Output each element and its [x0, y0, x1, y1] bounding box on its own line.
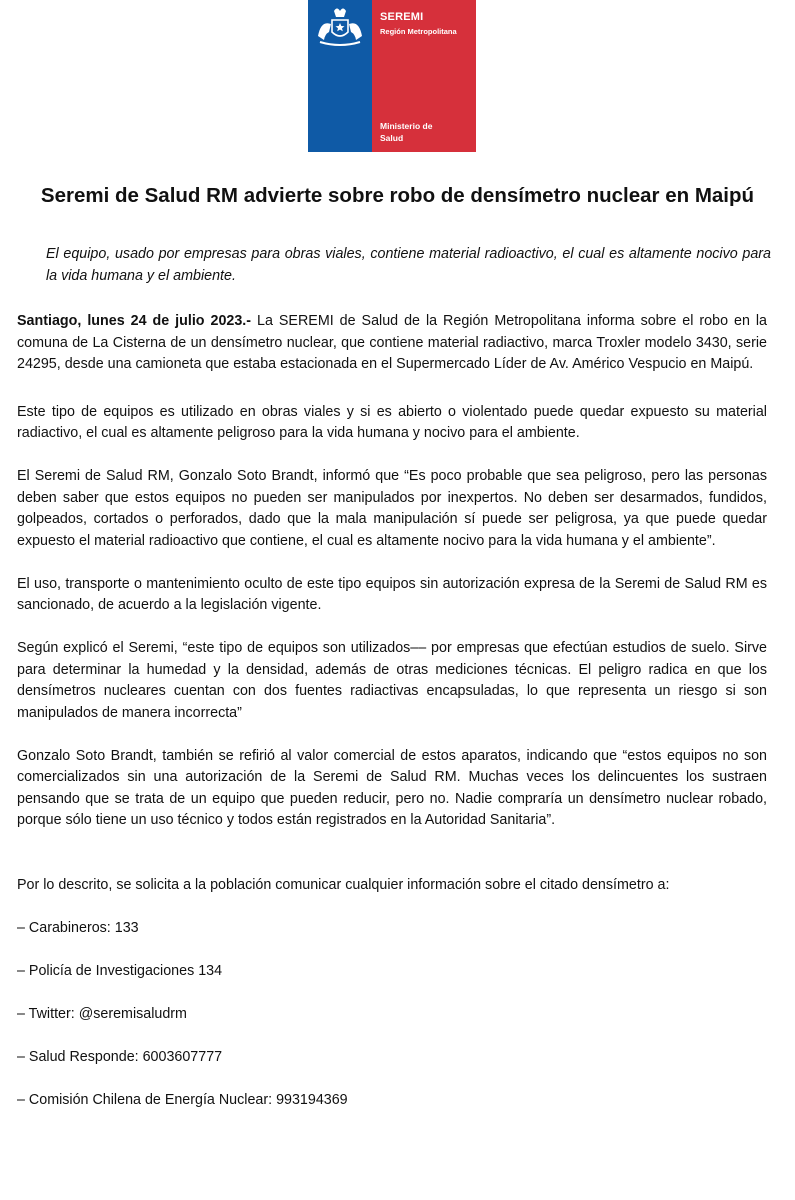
dateline: Santiago, lunes 24 de julio 2023.-	[17, 313, 252, 329]
contact-item: – Policía de Investigaciones 134	[17, 962, 223, 979]
logo-ministry-line2: Salud	[380, 133, 404, 143]
paragraph-2: Este tipo de equipos es utilizado en obras viales y si es abierto o violentado puede quedar expuesto su material radiactivo, el cual es altamente peligroso para la vida humana y nocivo para el ambiente.	[17, 403, 767, 441]
paragraph-4: El uso, transporte o mantenimiento oculto de este tipo equipos sin autorización expresa de la Seremi de Salud RM es sancionado, de acuerdo a la legislación vigente.	[17, 575, 767, 613]
logo-ministry-line1: Ministerio de	[380, 121, 433, 131]
paragraph-1	[17, 311, 767, 376]
logo-blue-panel	[308, 0, 372, 152]
paragraph-5: Según explicó el Seremi, “este tipo de equipos son utilizados–– por empresas que efectúan estudios de suelo. Sirve para determinar la humedad y la densidad, además de otras mediciones técnicas. El peligro radica en que los densímetros nucleares cuentan con dos fuentes radiactivas encapsuladas, lo que representa un riesgo si son manipulados de manera incorrecta”	[17, 640, 767, 721]
article-body	[17, 311, 767, 1133]
contact-list	[17, 918, 767, 1112]
paragraph-6: Gonzalo Soto Brandt, también se refirió al valor comercial de estos aparatos, indicando que “estos equipos no son comercializados sin una autorización de la Seremi de Salud RM. Muchas veces los delincuentes los sustraen pensando que se trata de un equipo que pueden reducir, pero no. Nadie compraría un densímetro nuclear robado, porque sólo tiene un uso técnico y todos están registrados en la Autoridad Sanitaria”.	[17, 747, 767, 828]
contact-item: – Comisión Chilena de Energía Nuclear: 993194369	[17, 1091, 348, 1108]
paragraph-3: El Seremi de Salud RM, Gonzalo Soto Brandt, informó que “Es poco probable que sea peligroso, pero las personas deben saber que estos equipos no pueden ser manipulados por inexpertos. No deben ser desarmados, fundidos, golpeados, cortados o perforados, dado que la mala manipulación sí puede ser peligrosa, ya que puede quedar expuesto el material radioactivo que contiene, el cual es altamente nocivo para la vida humana y el ambiente”.	[17, 468, 767, 549]
paragraph-7: Por lo descrito, se solicita a la población comunicar cualquier información sobre el citado densímetro a:	[17, 876, 670, 893]
seremi-logo	[308, 0, 476, 152]
logo-org-name: SEREMI	[380, 11, 424, 23]
page-title: Seremi de Salud RM advierte sobre robo de densímetro nuclear en Maipú	[40, 184, 755, 207]
chile-coat-of-arms-icon	[314, 6, 366, 48]
contact-item: – Carabineros: 133	[17, 919, 139, 936]
logo-red-panel	[372, 0, 476, 152]
page-subtitle: El equipo, usado por empresas para obras viales, contiene material radioactivo, el cual es altamente nocivo para la vida humana y el ambiente.	[46, 246, 771, 284]
paragraph-1-text: La SEREMI de Salud de la Región Metropolitana informa sobre el robo en la comuna de La Cisterna de un densímetro nuclear, que contiene material radiactivo, marca Troxler modelo 3430, serie 24295, desde una camioneta que estaba estacionada en el Supermercado Líder de Av. Américo Vespucio en Maipú.	[17, 313, 767, 372]
logo-region: Región Metropolitana	[380, 27, 457, 36]
contact-item: – Salud Responde: 6003607777	[17, 1048, 223, 1065]
contact-item: – Twitter: @seremisaludrm	[17, 1005, 187, 1022]
